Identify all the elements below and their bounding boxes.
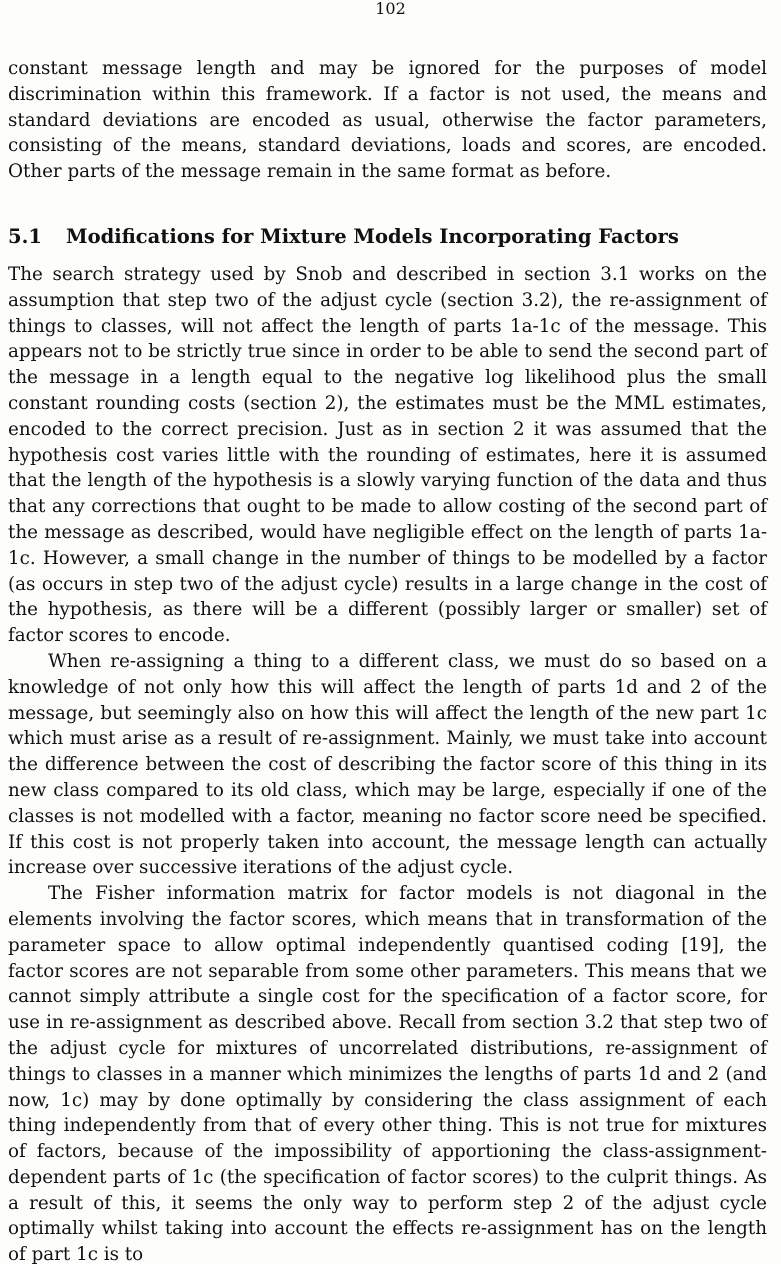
intro-paragraph-block: [8, 56, 767, 185]
section-body: [8, 262, 767, 1268]
section-number: 5.1: [8, 225, 42, 248]
body-paragraph-1: The search strategy used by Snob and described in section 3.1 works on the assumption that step two of the adjust cycle (section 3.2), the re-assignment of things to classes, will not affect the length of parts 1a-1c of the message. This appears not to be strictly true since in order to be able to send the second part of the message in a length equal to the negative log likelihood plus the small constant rounding costs (section 2), the estimates must be the MML estimates, encoded to the correct precision. Just as in section 2 it was assumed that the hypothesis cost varies little with the rounding of estimates, here it is assumed that the length of the hypothesis is a slowly varying function of the data and thus that any corrections that ought to be made to allow costing of the second part of the message as described, would have negligible effect on the length of parts 1a-1c. However, a small change in the number of things to be modelled by a factor (as occurs in step two of the adjust cycle) results in a large change in the cost of the hypothesis, as there will be a different (possibly larger or smaller) set of factor scores to encode.: [8, 264, 767, 647]
body-paragraph-2: When re-assigning a thing to a different class, we must do so based on a knowledge of not only how this will affect the length of parts 1d and 2 of the message, but seemingly also on how this will affect the length of the new part 1c which must arise as a result of re-assignment. Mainly, we must take into account the difference between the cost of describing the factor score of this thing in its new class compared to its old class, which may be large, especially if one of the classes is not modelled with a factor, meaning no factor score need be specified. If this cost is not properly taken into account, the message length can actually increase over successive iterations of the adjust cycle.: [8, 650, 767, 879]
section-title: Modifications for Mixture Models Incorporating Factors: [66, 225, 679, 248]
body-paragraph-3: The Fisher information matrix for factor models is not diagonal in the elements involving the factor scores, which means that in transformation of the parameter space to allow optimal independently quantised coding [19], the factor scores are not separable from some other parameters. This means that we cannot simply attribute a single cost for the specification of a factor score, for use in re-assignment as described above. Recall from section 3.2 that step two of the adjust cycle for mixtures of uncorrelated distributions, re-assignment of things to classes in a manner which minimizes the lengths of parts 1d and 2 (and now, 1c) may by done optimally by considering the class assignment of each thing independently from that of every other thing. This is not true for mixtures of factors, because of the impossibility of apportioning the class-assignment-dependent parts of 1c (the specification of factor scores) to the culprit things. As a result of this, it seems the only way to perform step 2 of the adjust cycle optimally whilst taking into account the effects re-assignment has on the length of part 1c is to: [8, 883, 767, 1266]
page-number: 102: [375, 0, 406, 18]
intro-paragraph: constant message length and may be ignored for the purposes of model discrimination within this framework. If a factor is not used, the means and standard deviations are encoded as usual, otherwise the factor parameters, consisting of the means, standard deviations, loads and scores, are encoded. Other parts of the message remain in the same format as before.: [8, 58, 767, 183]
section-heading: [8, 222, 768, 252]
